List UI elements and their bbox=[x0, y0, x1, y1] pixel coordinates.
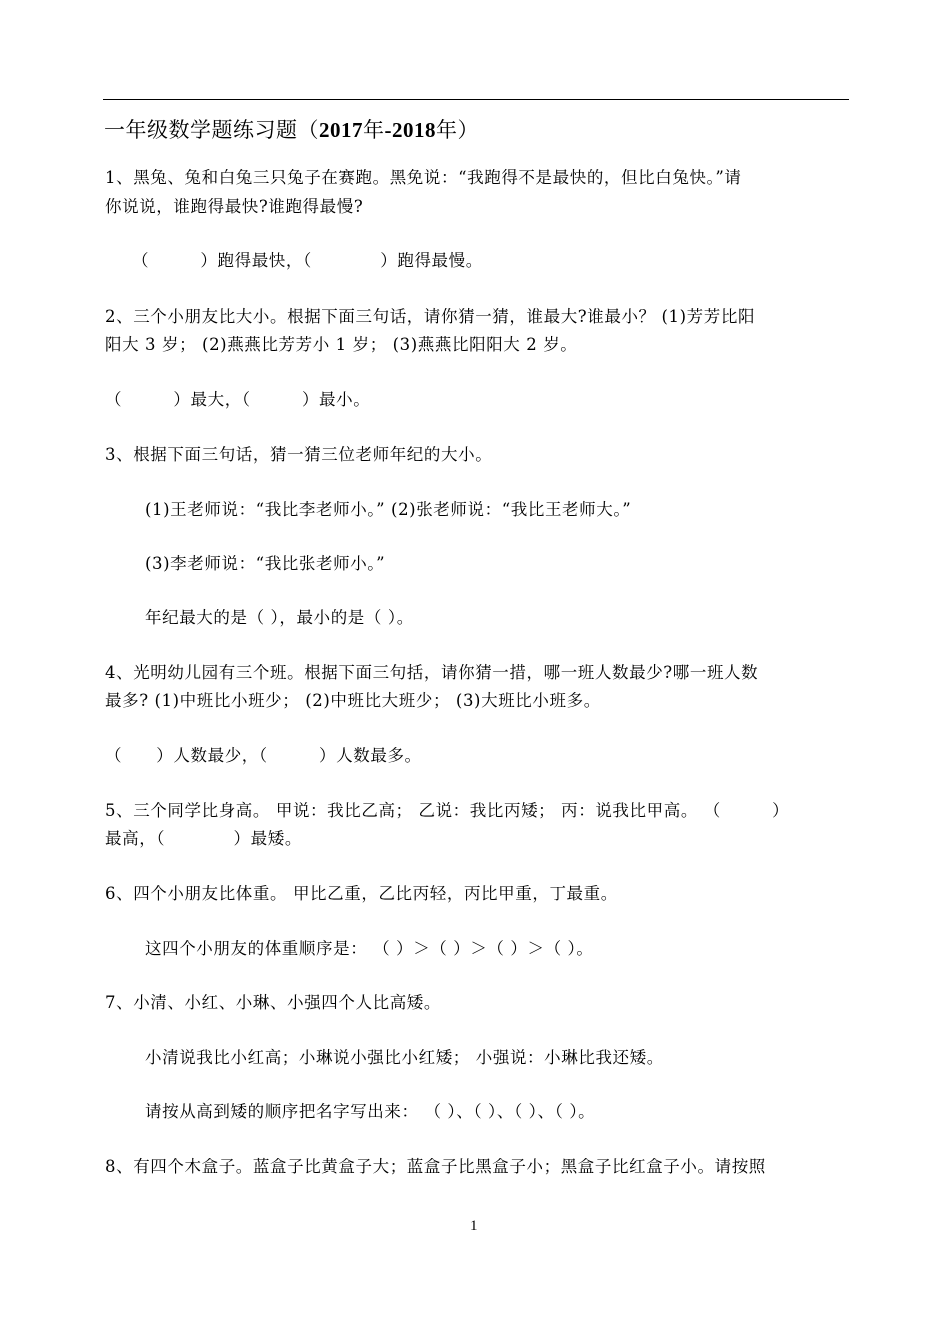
question-5-line-2: 最高，（ ）最矮。 bbox=[105, 829, 302, 848]
title-year-end: -2018 bbox=[384, 118, 436, 142]
question-8-line-1: 8、有四个木盒子。蓝盒子比黄盒子大；蓝盒子比黑盒子小；黑盒子比红盒子小。请按照 bbox=[105, 1157, 766, 1176]
question-1-answer: （ ）跑得最快，（ ）跑得最慢。 bbox=[132, 251, 483, 270]
question-3-line-1: 3、根据下面三句话，猜一猜三位老师年纪的大小。 bbox=[105, 445, 493, 464]
question-3-answer: 年纪最大的是（ ），最小的是（ ）。 bbox=[145, 608, 414, 627]
question-2-answer: （ ）最大，（ ）最小。 bbox=[105, 390, 371, 409]
question-1-line-2: 你说说，谁跑得最快?谁跑得最慢? bbox=[105, 197, 364, 216]
page-number: 1 bbox=[470, 1218, 478, 1234]
title-suffix: 年） bbox=[436, 118, 479, 142]
question-1-line-1: 1、黑兔、兔和白兔三只兔子在赛跑。黑免说：“我跑得不是最快的，但比白兔快。”请 bbox=[105, 168, 742, 187]
page-title bbox=[104, 114, 479, 144]
question-6-line-1: 6、四个小朋友比体重。 甲比乙重，乙比丙轻，丙比甲重，丁最重。 bbox=[105, 884, 618, 903]
header-rule bbox=[103, 99, 849, 100]
question-2-line-2: 阳大 3 岁； (2)燕燕比芳芳小 1 岁； (3)燕燕比阳阳大 2 岁。 bbox=[105, 335, 578, 354]
title-prefix: 一年级数学题练习题（ bbox=[104, 118, 319, 142]
title-year-unit: 年 bbox=[363, 118, 385, 142]
question-2-line-1: 2、三个小朋友比大小。根据下面三句话，请你猜一猜，谁最大?谁最小？ (1)芳芳比阳 bbox=[105, 307, 756, 326]
question-6-answer: 这四个小朋友的体重顺序是： （ ）＞（ ）＞（ ）＞（ ）。 bbox=[145, 939, 594, 958]
question-3-statement-1: (1)王老师说：“我比李老师小。” (2)张老师说：“我比王老师大。” bbox=[145, 500, 632, 519]
question-7-line-1: 7、小清、小红、小琳、小强四个人比高矮。 bbox=[105, 993, 441, 1012]
question-7-answer: 请按从高到矮的顺序把名字写出来： （ ）、（ ）、（ ）、（ ）。 bbox=[145, 1102, 596, 1121]
title-year-start: 2017 bbox=[319, 118, 363, 142]
question-4-answer: （ ）人数最少，（ ）人数最多。 bbox=[105, 746, 422, 765]
question-4-line-1: 4、光明幼儿园有三个班。根据下面三句括，请你猜一措，哪一班人数最少?哪一班人数 bbox=[105, 663, 759, 682]
question-3-statement-2: (3)李老师说：“我比张老师小。” bbox=[145, 554, 386, 573]
question-7-statement: 小清说我比小红高；小琳说小强比小红矮； 小强说：小琳比我还矮。 bbox=[145, 1048, 664, 1067]
question-5-line-1: 5、三个同学比身高。 甲说：我比乙高； 乙说：我比丙矮； 丙：说我比甲高。 （ ） bbox=[105, 801, 790, 820]
question-4-line-2: 最多? (1)中班比小班少； (2)中班比大班少； (3)大班比小班多。 bbox=[105, 691, 601, 710]
